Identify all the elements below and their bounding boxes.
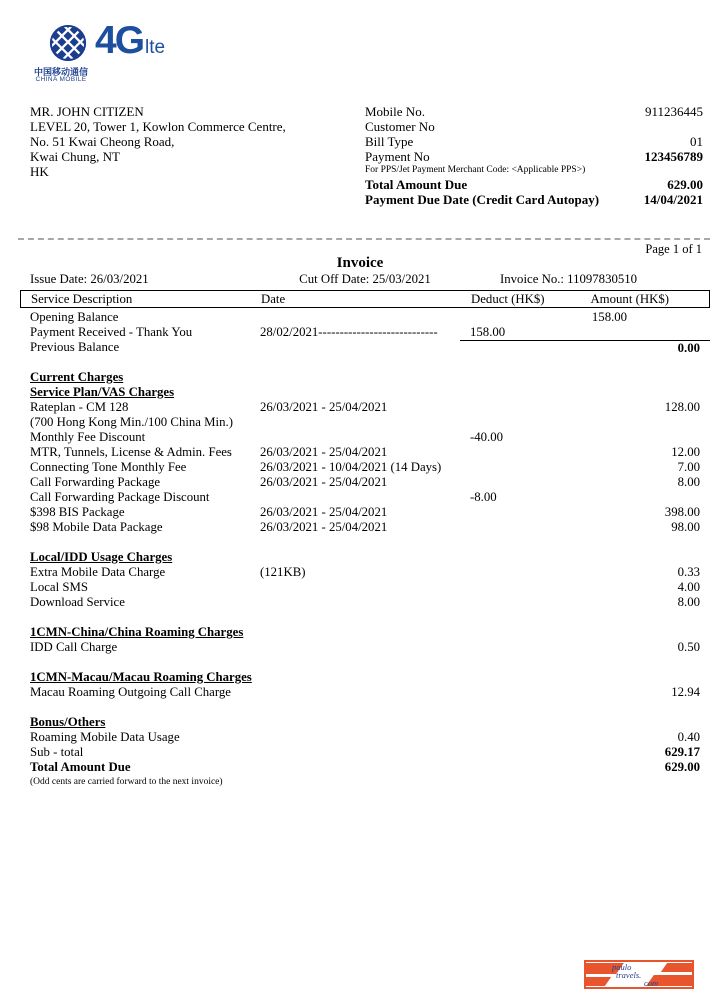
cell-date: 28/02/2021---------------------------- <box>260 325 438 339</box>
account-value: 14/04/2021 <box>643 192 703 207</box>
table-row <box>20 430 710 445</box>
cell-date <box>250 490 460 505</box>
cell-amount: 0.50 <box>677 640 700 654</box>
address-line: HK <box>30 164 49 179</box>
account-value: 911236445 <box>644 104 703 119</box>
cell-date <box>250 730 460 745</box>
cell-service-description: Extra Mobile Data Charge <box>30 565 166 579</box>
section-heading: Current Charges <box>30 370 124 384</box>
brand-name-english: CHINA MOBILE <box>35 76 87 83</box>
account-row-due-date <box>365 192 703 207</box>
table-row <box>20 325 710 340</box>
cell-deduct <box>460 685 555 700</box>
table-row <box>20 505 710 520</box>
watermark-stripe <box>584 977 611 986</box>
cell-amount <box>555 415 710 430</box>
cell-amount: 7.00 <box>677 460 700 474</box>
cell-deduct <box>460 745 555 760</box>
cell-service-description: Sub - total <box>30 745 84 759</box>
col-header-service-description: Service Description <box>31 291 133 306</box>
table-row <box>20 490 710 505</box>
cell-service-description: Opening Balance <box>30 310 119 324</box>
watermark-text: travels. <box>616 970 642 980</box>
account-label: Mobile No. <box>365 104 425 119</box>
cell-service-description: Payment Received - Thank You <box>30 325 193 339</box>
table-row <box>20 565 710 580</box>
cell-amount <box>555 490 710 505</box>
page-number: Page 1 of 1 <box>645 242 702 256</box>
spacer-row <box>20 535 710 550</box>
section-heading-row <box>20 550 710 565</box>
col-header-date: Date <box>261 291 286 306</box>
cell-amount: 0.33 <box>677 565 700 579</box>
cell-deduct: -40.00 <box>470 430 504 444</box>
account-label: Customer No <box>365 119 435 134</box>
cell-date: 26/03/2021 - 25/04/2021 <box>260 520 388 534</box>
cell-date <box>250 595 460 610</box>
cell-amount: 12.00 <box>671 445 700 459</box>
table-row <box>20 310 710 325</box>
account-row-customer-no <box>365 119 703 134</box>
address-line: No. 51 Kwai Cheong Road, <box>30 134 175 149</box>
cell-deduct <box>460 415 555 430</box>
brand-name-chinese: 中国移动通信 <box>33 67 88 77</box>
table-row <box>20 475 710 490</box>
watermark-stripe <box>661 963 694 972</box>
table-row <box>20 745 710 760</box>
cell-deduct <box>460 475 555 490</box>
lte-text: lte <box>145 37 166 58</box>
invoice-number: Invoice No.: 11097830510 <box>500 272 638 286</box>
invoice-table-header <box>20 290 710 308</box>
cell-deduct <box>460 760 555 775</box>
cell-date: 26/03/2021 - 25/04/2021 <box>260 505 388 519</box>
spacer-row <box>20 700 710 715</box>
cell-date <box>250 640 460 655</box>
address-line: Kwai Chung, NT <box>30 149 120 164</box>
table-row <box>20 730 710 745</box>
cell-amount: 0.00 <box>555 340 710 355</box>
cell-deduct <box>460 565 555 580</box>
table-row <box>20 685 710 700</box>
cell-service-description: MTR, Tunnels, License & Admin. Fees <box>30 445 232 459</box>
cell-deduct <box>460 730 555 745</box>
cell-deduct <box>460 520 555 535</box>
cell-service-description: Macau Roaming Outgoing Call Charge <box>30 685 231 699</box>
cell-service-description: Connecting Tone Monthly Fee <box>30 460 187 474</box>
section-heading-row <box>20 715 710 730</box>
account-label: Total Amount Due <box>365 177 468 192</box>
cell-amount: 8.00 <box>677 475 700 489</box>
account-row-mobile-no <box>365 104 703 119</box>
dashed-separator <box>18 238 710 240</box>
section-heading: 1CMN-Macau/Macau Roaming Charges <box>30 670 252 684</box>
table-row <box>20 595 710 610</box>
cell-amount: 0.40 <box>677 730 700 744</box>
cell-amount: 398.00 <box>664 505 700 519</box>
spacer-row <box>20 355 710 370</box>
cell-deduct <box>460 595 555 610</box>
cell-date <box>250 430 460 445</box>
cut-off-date: Cut Off Date: 25/03/2021 <box>299 272 431 286</box>
cell-date: 26/03/2021 - 25/04/2021 <box>260 400 388 414</box>
invoice-table-body <box>20 310 710 787</box>
table-row <box>20 340 710 355</box>
cell-service-description: $398 BIS Package <box>30 505 125 519</box>
col-header-amount: Amount (HK$) <box>590 291 669 306</box>
invoice-title: Invoice <box>336 255 384 271</box>
account-label: Bill Type <box>365 134 414 149</box>
table-row <box>20 415 710 430</box>
table-row <box>20 520 710 535</box>
cell-amount: 629.17 <box>664 745 700 759</box>
china-mobile-logo-icon <box>49 24 87 62</box>
cell-amount: 12.94 <box>671 685 700 699</box>
address-line: MR. JOHN CITIZEN <box>30 104 144 119</box>
cell-amount: 4.00 <box>677 580 700 594</box>
account-label: Payment No <box>365 149 430 164</box>
issue-date: Issue Date: 26/03/2021 <box>30 272 149 286</box>
cell-deduct <box>460 445 555 460</box>
watermark-text: com <box>644 978 659 988</box>
customer-address <box>30 104 286 179</box>
spacer-row <box>20 655 710 670</box>
cell-date: 26/03/2021 - 25/04/2021 <box>260 475 388 489</box>
section-heading: Service Plan/VAS Charges <box>30 385 175 399</box>
cell-service-description: Download Service <box>30 595 125 609</box>
table-row <box>20 580 710 595</box>
cell-date <box>250 685 460 700</box>
cell-deduct <box>460 400 555 415</box>
account-row-payment-no <box>365 149 703 164</box>
cell-date <box>250 580 460 595</box>
cell-amount: 629.00 <box>664 760 700 774</box>
account-summary <box>365 104 703 207</box>
4g-lte-logo <box>95 19 166 62</box>
cell-amount: 98.00 <box>671 520 700 534</box>
cell-service-description: Call Forwarding Package <box>30 475 161 489</box>
paulo-travels-watermark <box>584 960 694 989</box>
account-row-total-due <box>365 177 703 192</box>
cell-deduct <box>460 310 555 325</box>
account-row-pps-note <box>365 164 703 177</box>
cell-deduct: 158.00 <box>470 325 506 339</box>
cell-service-description: Roaming Mobile Data Usage <box>30 730 180 744</box>
4g-text: 4G <box>95 19 144 62</box>
cell-deduct: -8.00 <box>470 490 497 504</box>
cell-service-description: Local SMS <box>30 580 88 594</box>
account-label: Payment Due Date (Credit Card Autopay) <box>365 192 600 207</box>
cell-service-description: $98 Mobile Data Package <box>30 520 163 534</box>
cell-deduct <box>460 580 555 595</box>
cell-amount <box>555 325 710 340</box>
watermark-text: paulo <box>612 962 632 972</box>
account-row-bill-type <box>365 134 703 149</box>
col-header-deduct: Deduct (HK$) <box>471 291 545 306</box>
cell-service-description: Total Amount Due (Odd cents are carried forward to the next invoice) <box>30 760 223 787</box>
cell-service-description: Previous Balance <box>30 340 120 354</box>
cell-date: 26/03/2021 - 25/04/2021 <box>260 445 388 459</box>
cell-date: (121KB) <box>260 565 306 579</box>
section-heading-row <box>20 370 710 385</box>
cell-deduct <box>460 460 555 475</box>
cell-deduct <box>460 340 555 355</box>
cell-service-description: IDD Call Charge <box>30 640 118 654</box>
cell-amount: 8.00 <box>677 595 700 609</box>
table-row <box>20 460 710 475</box>
spacer-row <box>20 610 710 625</box>
address-line: LEVEL 20, Tower 1, Kowlon Commerce Centre, <box>30 119 286 134</box>
table-row <box>20 445 710 460</box>
cell-date <box>250 340 460 355</box>
cell-date <box>250 760 460 775</box>
cell-service-description: (700 Hong Kong Min./100 China Min.) <box>30 415 233 429</box>
cell-amount: 158.00 <box>591 310 628 324</box>
cell-date <box>250 310 460 325</box>
cell-service-description: Monthly Fee Discount <box>30 430 146 444</box>
table-row <box>20 760 710 787</box>
section-heading: 1CMN-China/China Roaming Charges <box>30 625 244 639</box>
cell-service-description: Rateplan - CM 128 <box>30 400 129 414</box>
table-row <box>20 640 710 655</box>
section-heading-row <box>20 670 710 685</box>
cell-amount: 128.00 <box>664 400 700 414</box>
section-heading-row <box>20 625 710 640</box>
invoice-meta <box>20 272 710 288</box>
cell-amount <box>555 430 710 445</box>
table-row <box>20 400 710 415</box>
cell-deduct <box>460 640 555 655</box>
cell-date <box>250 415 460 430</box>
section-heading: Bonus/Others <box>30 715 106 729</box>
cell-deduct <box>460 505 555 520</box>
section-heading-row <box>20 385 710 400</box>
cell-service-description: Call Forwarding Package Discount <box>30 490 210 504</box>
account-value: 01 <box>690 134 703 149</box>
pps-note: For PPS/Jet Payment Merchant Code: <Applicable PPS>) <box>365 165 586 175</box>
account-value: 629.00 <box>667 177 703 192</box>
cell-date <box>250 745 460 760</box>
account-value: 123456789 <box>644 149 703 164</box>
cell-date: 26/03/2021 - 10/04/2021 (14 Days) <box>260 460 442 474</box>
section-heading: Local/IDD Usage Charges <box>30 550 173 564</box>
